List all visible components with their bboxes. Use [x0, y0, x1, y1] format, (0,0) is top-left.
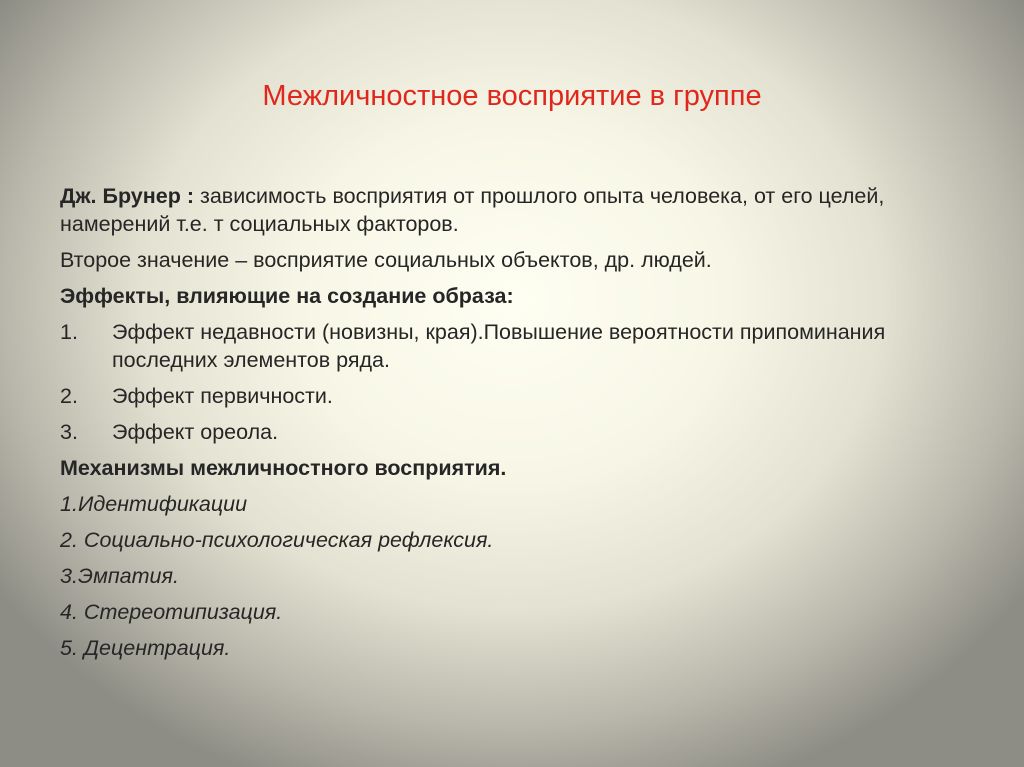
effect-number: 1. — [60, 320, 78, 344]
mechanism-item — [60, 526, 950, 554]
effect-text: Эффект ореола. — [112, 420, 279, 444]
mechanism-text: Децентрация. — [77, 636, 231, 660]
effect-number: 2. — [60, 384, 78, 408]
mechanism-item — [60, 598, 950, 626]
effect-text: Эффект первичности. — [112, 384, 333, 408]
slide-body — [60, 182, 950, 670]
slide-title: Межличностное восприятие в группе — [262, 80, 762, 112]
effect-item — [60, 382, 950, 410]
mechanism-number: 5. — [60, 636, 78, 660]
mechanism-number: 1. — [60, 492, 78, 516]
mechanism-item — [60, 634, 950, 662]
effect-item — [60, 418, 950, 446]
mechanism-number: 4. — [60, 600, 78, 624]
effect-number: 3. — [60, 420, 78, 444]
effect-item — [60, 318, 950, 374]
mechanism-text: Стереотипизация. — [77, 600, 283, 624]
mechanism-text: Эмпатия. — [77, 564, 179, 588]
bruner-name: Дж. Брунер : — [60, 184, 194, 208]
mechanism-item — [60, 490, 950, 518]
bruner-text: зависимость восприятия от прошлого опыта человека, от его целей, намерений т.е. т социальных факторов. — [60, 184, 885, 236]
mechanism-text: Идентификации — [77, 492, 248, 516]
effects-heading: Эффекты, влияющие на создание образа: — [60, 284, 514, 308]
bruner-paragraph — [60, 182, 950, 238]
second-meaning: Второе значение – восприятие социальных объектов, др. людей. — [60, 248, 712, 272]
mechanisms-heading: Механизмы межличностного восприятия. — [60, 456, 507, 480]
mechanism-number: 2. — [60, 528, 78, 552]
effect-text: Эффект недавности (новизны, края).Повышение вероятности припоминания последних элементов ряда. — [112, 320, 886, 372]
mechanism-item — [60, 562, 950, 590]
mechanism-number: 3. — [60, 564, 78, 588]
mechanism-text: Социально-психологическая рефлексия. — [77, 528, 494, 552]
